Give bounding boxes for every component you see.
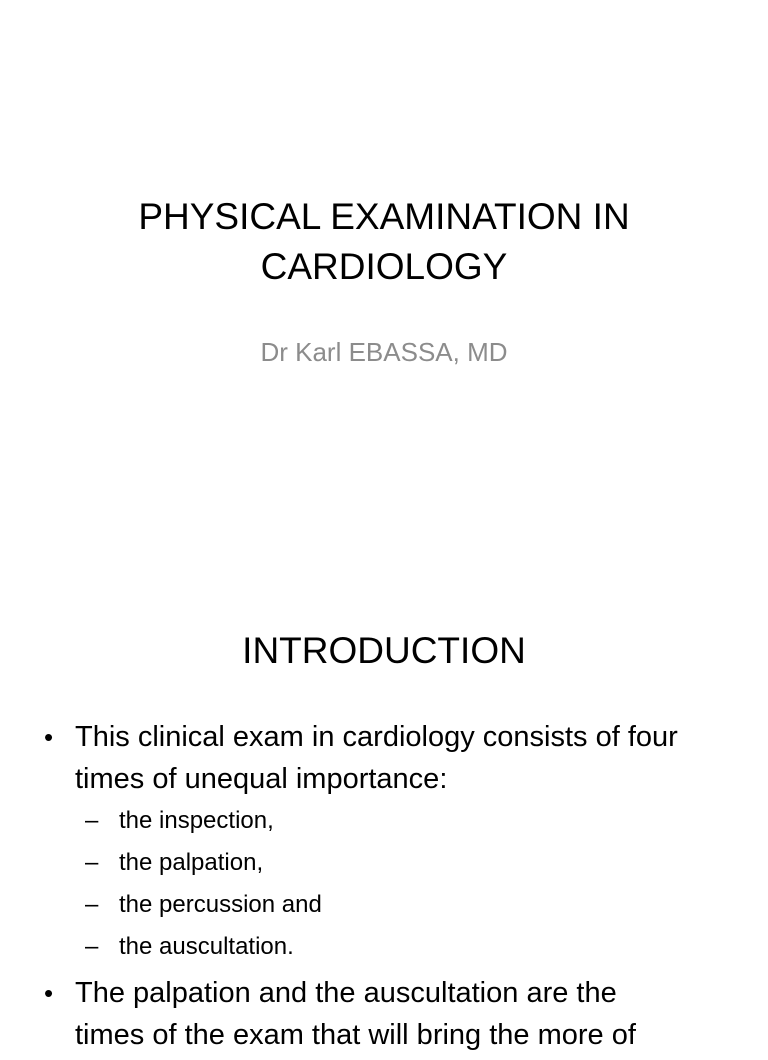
title-line-1: PHYSICAL EXAMINATION IN bbox=[138, 196, 630, 237]
bullet-item-1 bbox=[44, 716, 734, 968]
bullet-2-line-2: times of the exam that will bring the more of bbox=[75, 1019, 636, 1051]
introduction-heading: INTRODUCTION bbox=[242, 630, 526, 671]
dash-icon: – bbox=[85, 891, 99, 918]
dash-icon: – bbox=[85, 933, 99, 960]
bullet-icon: • bbox=[44, 722, 54, 752]
author-subtitle: Dr Karl EBASSA, MD bbox=[260, 337, 508, 367]
dash-icon: – bbox=[85, 807, 99, 834]
slide-introduction bbox=[0, 576, 768, 1051]
bullet-list bbox=[44, 716, 734, 1060]
sub-item-auscultation bbox=[85, 926, 734, 968]
sub-item-inspection bbox=[85, 800, 734, 842]
sub-item-label: the auscultation. bbox=[119, 933, 294, 960]
bullet-2-line-1: The palpation and the auscultation are the bbox=[75, 977, 617, 1009]
bullet-item-2 bbox=[44, 972, 734, 1056]
title-line-2: CARDIOLOGY bbox=[260, 246, 508, 287]
sub-bullet-list bbox=[75, 800, 734, 968]
bullet-1-line-2: times of unequal importance: bbox=[75, 763, 448, 795]
slide-title-heading bbox=[40, 192, 728, 292]
bullet-1-line-1: This clinical exam in cardiology consists of four bbox=[75, 721, 678, 753]
sub-item-palpation bbox=[85, 842, 734, 884]
sub-item-label: the inspection, bbox=[119, 807, 274, 834]
bullet-icon: • bbox=[44, 978, 54, 1008]
sub-item-percussion bbox=[85, 884, 734, 926]
sub-item-label: the percussion and bbox=[119, 891, 322, 918]
dash-icon: – bbox=[85, 849, 99, 876]
sub-item-label: the palpation, bbox=[119, 849, 264, 876]
